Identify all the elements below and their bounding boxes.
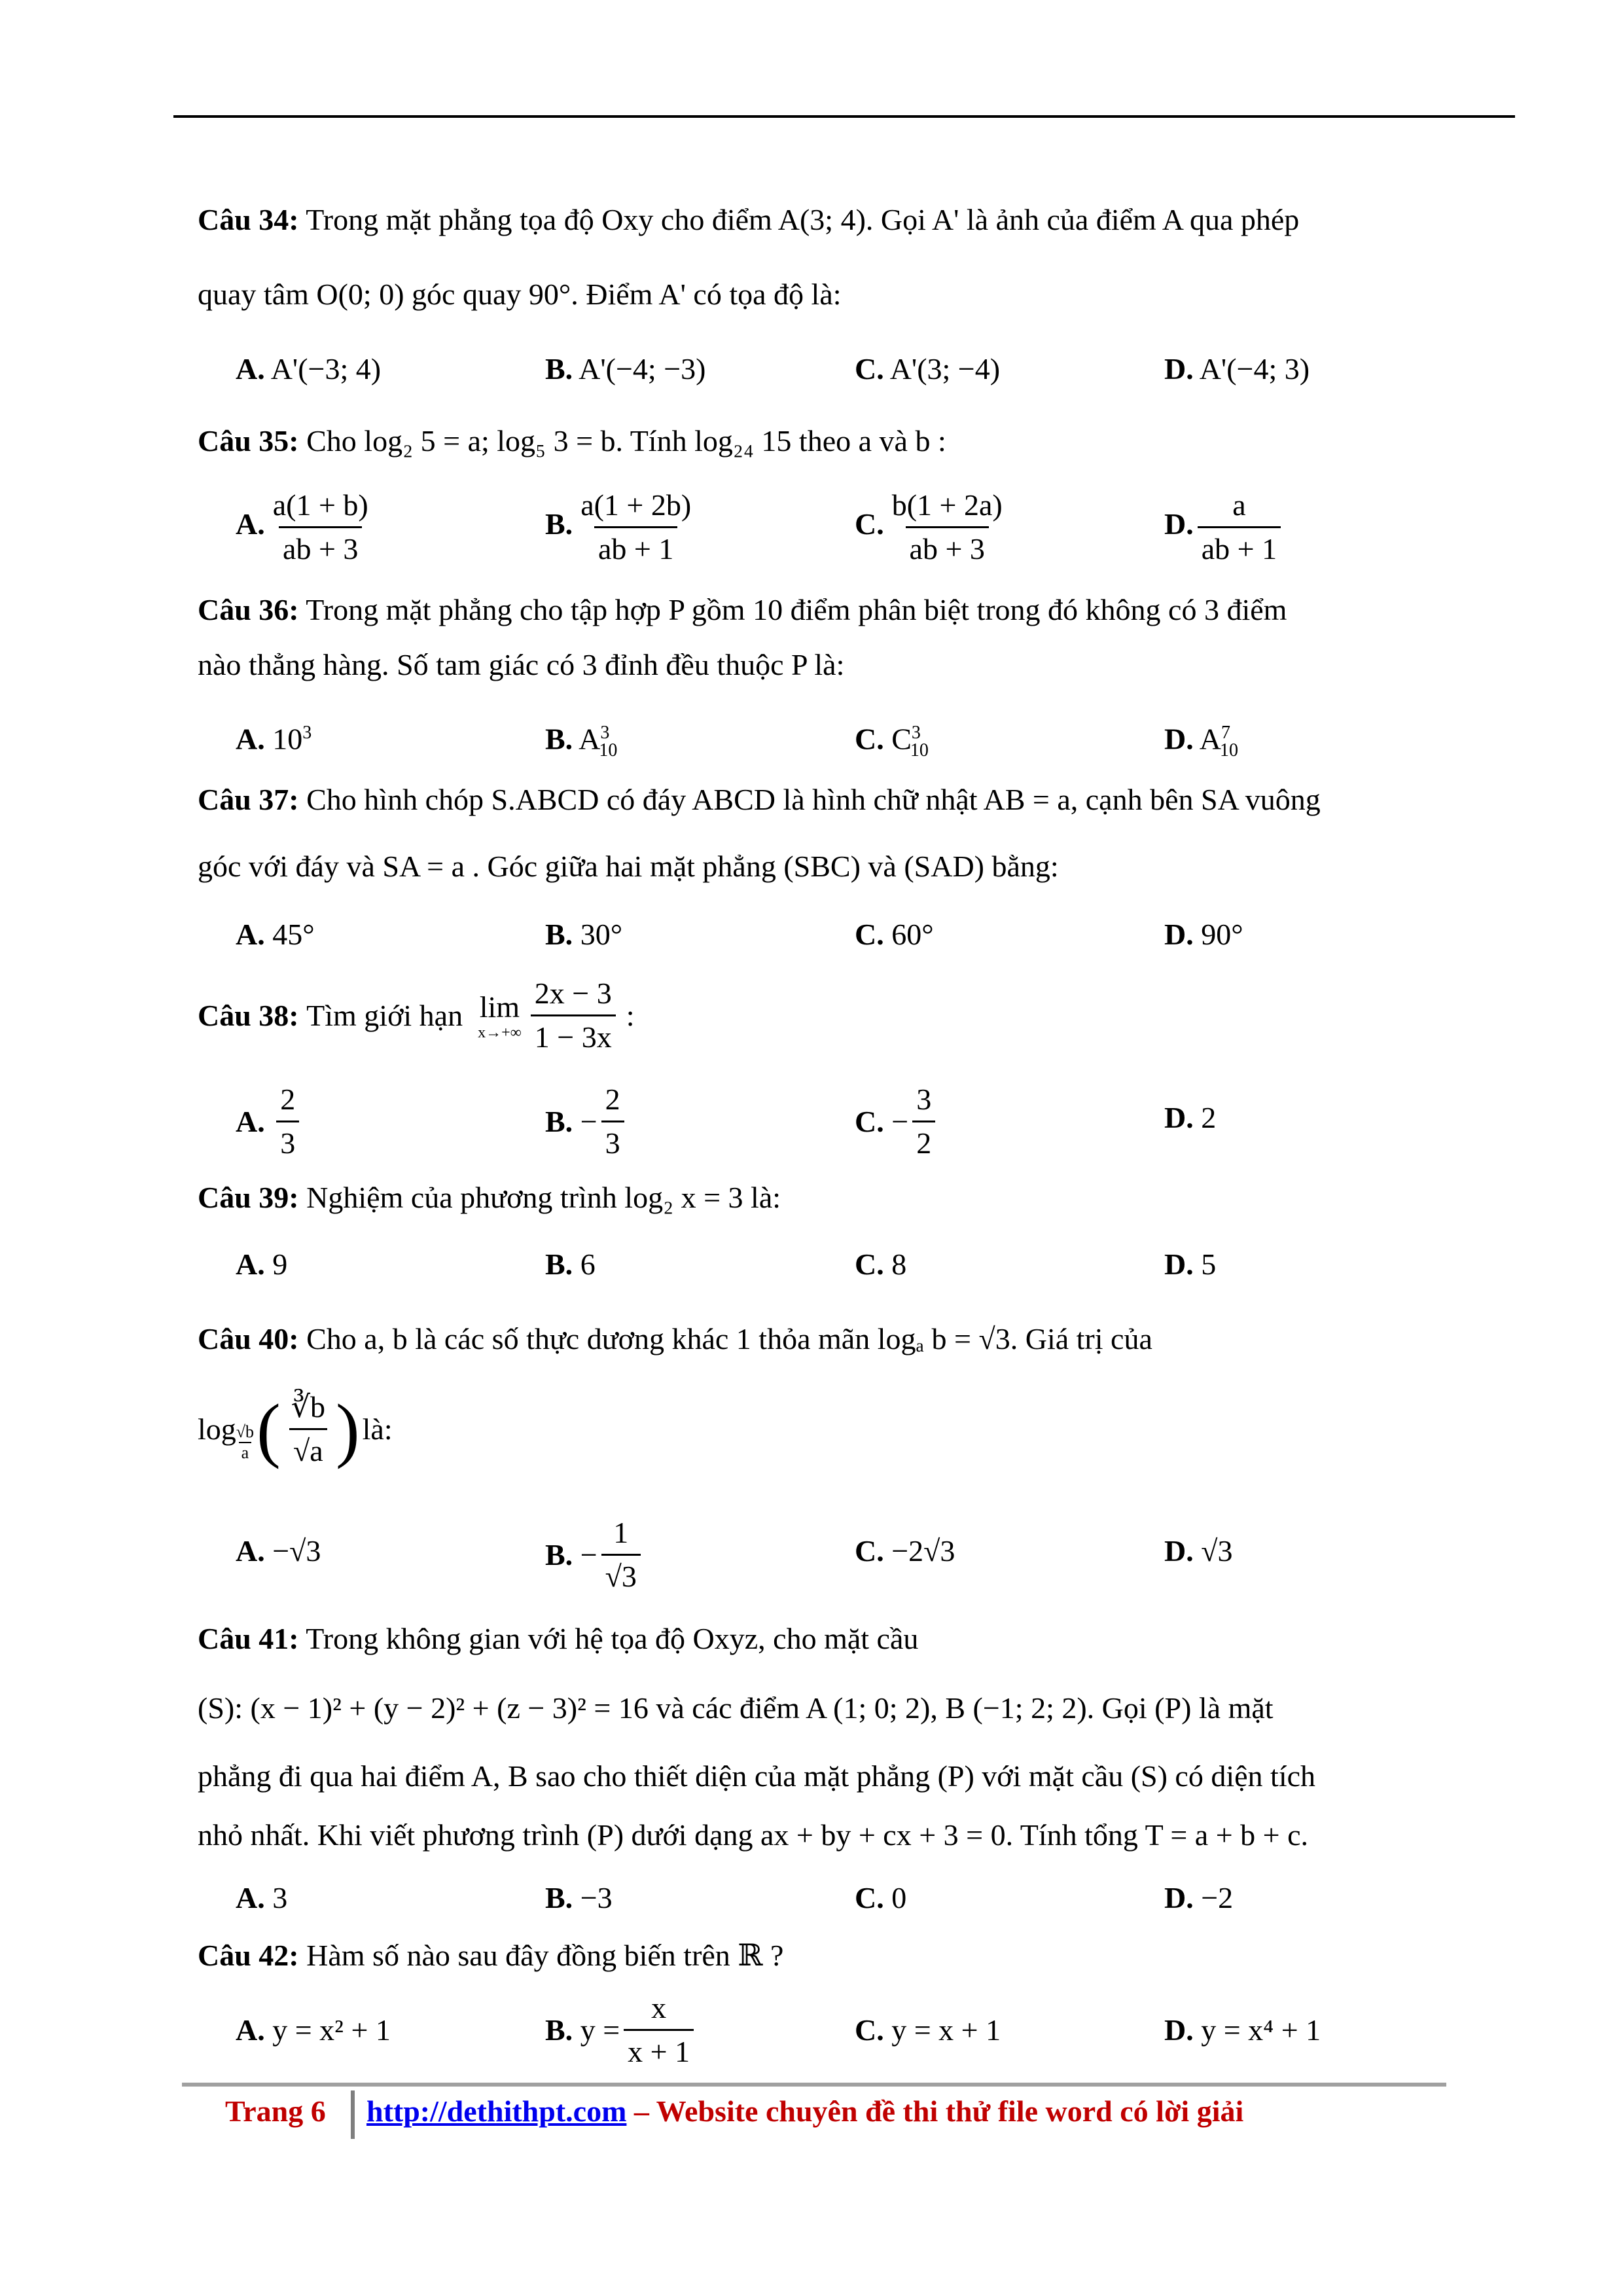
q35-line1 (198, 422, 946, 461)
q37-option-c[interactable]: C. 60° (855, 918, 934, 951)
q36-option-c[interactable]: C. $C^3_{10}$ (855, 722, 929, 761)
q41-text1: Trong không gian với hệ tọa độ Oxyz, cho mặt cầu (306, 1622, 919, 1655)
footer-tagline: – Website chuyên đề thi thử file word có lời giải (626, 2094, 1244, 2128)
q40-option-d[interactable]: D. √3 (1164, 1534, 1233, 1568)
q38-line1: Câu 38: Tìm giới hạn lim x→+∞ $\frac{2x - 3}{1 - 3x}$ : (198, 975, 634, 1056)
q36-line1 (198, 590, 1287, 630)
q38-option-b[interactable]: B. − $\frac{2}{3}$ (545, 1081, 628, 1162)
q40-option-b[interactable]: B. − $\frac{1}{√3}$ (545, 1515, 645, 1595)
q41-option-d[interactable]: D. −2 (1164, 1881, 1234, 1914)
q38-text: Tìm giới hạn (306, 999, 463, 1032)
footer-page-number: Trang 6 (225, 2094, 326, 2128)
q36-line2: nào thẳng hàng. Số tam giác có 3 đỉnh đều thuộc P là: (198, 648, 845, 681)
q38-label: Câu 38: (198, 999, 299, 1032)
q40-option-c[interactable]: C. −2√3 (855, 1534, 955, 1568)
q34-line2: quay tâm O(0; 0) góc quay 90°. Điểm A' có tọa độ là: (198, 278, 842, 311)
q39-option-d[interactable]: D. 5 (1164, 1247, 1217, 1281)
q42-option-c[interactable]: C. y = x + 1 (855, 2013, 1001, 2047)
q36-option-d[interactable]: D. $A^7_{10}$ (1164, 722, 1238, 761)
q41-label: Câu 41: (198, 1622, 299, 1655)
q41-option-a[interactable]: A. 3 (236, 1881, 288, 1914)
footer-rule (182, 2083, 1446, 2087)
q42-option-b[interactable]: B. y = $\frac{x}{x + 1}$ (545, 1990, 698, 2070)
q37-line1 (198, 780, 1321, 819)
q38-lim: lim x→+∞ (478, 990, 522, 1041)
q39-line1 (198, 1178, 781, 1217)
q41-line1 (198, 1619, 918, 1659)
q42-option-d[interactable]: D. y = x⁴ + 1 (1164, 2013, 1321, 2047)
q39-option-a[interactable]: A. 9 (236, 1247, 288, 1281)
q41-option-b[interactable]: B. −3 (545, 1881, 613, 1914)
q36-label: Câu 36: (198, 593, 299, 626)
q35-option-c[interactable]: C. $\frac{b(1 + 2a)}{ab + 3}$ (855, 487, 1010, 567)
q37-option-a[interactable]: A. 45° (236, 918, 315, 951)
q40-label: Câu 40: (198, 1322, 299, 1355)
q34-label: Câu 34: (198, 203, 299, 236)
q35-option-a[interactable]: A. $\frac{a(1 + b)}{ab + 3}$ (236, 487, 376, 567)
q40-expression: log √b a ( $\frac{∛b}{√a}$ ) là: (198, 1389, 393, 1469)
q39-option-b[interactable]: B. 6 (545, 1247, 596, 1281)
q37-option-d[interactable]: D. 90° (1164, 918, 1243, 951)
q41-option-c[interactable]: C. 0 (855, 1881, 907, 1914)
q34-text1: Trong mặt phẳng tọa độ Oxy cho điểm A(3; 4). Gọi A' là ảnh của điểm A qua phép (306, 203, 1300, 236)
q36-text1: Trong mặt phẳng cho tập hợp P gồm 10 điểm phân biệt trong đó không có 3 điểm (306, 593, 1287, 626)
q35-label: Câu 35: (198, 424, 299, 457)
q40-paren-right: ) (336, 1389, 360, 1469)
q35-option-b[interactable]: B. $\frac{a(1 + 2b)}{ab + 1}$ (545, 487, 699, 567)
q34-option-d[interactable]: D. A'(−4; 3) (1164, 352, 1310, 386)
q41-line3: phẳng đi qua hai điểm A, B sao cho thiết diện của mặt phẳng (P) với mặt cầu (S) có diện tích (198, 1759, 1316, 1793)
q34-option-b[interactable]: B. A'(−4; −3) (545, 352, 706, 386)
footer-divider (351, 2090, 355, 2139)
q34-option-c[interactable]: C. A'(3; −4) (855, 352, 1001, 386)
q34-line1 (198, 200, 1299, 240)
q42-option-a[interactable]: A. y = x² + 1 (236, 2013, 391, 2047)
footer-site (366, 2093, 1243, 2130)
q39-option-c[interactable]: C. 8 (855, 1247, 907, 1281)
q37-text1: Cho hình chóp S.ABCD có đáy ABCD là hình chữ nhật AB = a, cạnh bên SA vuông (306, 783, 1321, 816)
q38-option-c[interactable]: C. − $\frac{3}{2}$ (855, 1081, 939, 1162)
q40-log-base: √b a (236, 1422, 255, 1462)
q38-option-a[interactable]: A. $\frac{2}{3}$ (236, 1081, 303, 1162)
footer-link[interactable]: http://dethithpt.com (366, 2094, 627, 2128)
q42-line1 (198, 1936, 783, 1975)
q38-option-d[interactable]: D. 2 (1164, 1101, 1217, 1134)
q41-line4: nhỏ nhất. Khi viết phương trình (P) dưới dạng ax + by + cx + 3 = 0. Tính tổng T = a + b + c. (198, 1818, 1309, 1852)
q37-line2: góc với đáy và SA = a . Góc giữa hai mặt phẳng (SBC) và (SAD) bằng: (198, 850, 1059, 883)
q35-text: Cho log₂ 5 = a; log₅ 3 = b. Tính log₂₄ 15 theo a và b : (306, 424, 946, 457)
q36-option-b[interactable]: B. $A^3_{10}$ (545, 722, 618, 761)
q40-line1 (198, 1319, 1152, 1359)
q37-label: Câu 37: (198, 783, 299, 816)
q42-label: Câu 42: (198, 1939, 299, 1972)
q40-paren-left: ( (257, 1389, 281, 1469)
q41-line2: (S): (x − 1)² + (y − 2)² + (z − 3)² = 16 và các điểm A (1; 0; 2), B (−1; 2; 2). Gọi (P) là mặt (198, 1691, 1274, 1725)
q34-option-a[interactable]: A. A'(−3; 4) (236, 352, 382, 386)
q40-option-a[interactable]: A. −√3 (236, 1534, 321, 1568)
q39-text: Nghiệm của phương trình log₂ x = 3 là: (306, 1181, 781, 1214)
header-rule (173, 115, 1515, 118)
q39-label: Câu 39: (198, 1181, 299, 1214)
q37-option-b[interactable]: B. 30° (545, 918, 623, 951)
q35-option-d[interactable]: D. $\frac{a}{ab + 1}$ (1164, 487, 1285, 567)
q40-text1: Cho a, b là các số thực dương khác 1 thỏa mãn logₐ b = √3. Giá trị của (306, 1322, 1152, 1355)
q36-option-a[interactable]: A. $10^3$ (236, 722, 312, 756)
q42-text: Hàm số nào sau đây đồng biến trên ℝ ? (306, 1939, 784, 1972)
